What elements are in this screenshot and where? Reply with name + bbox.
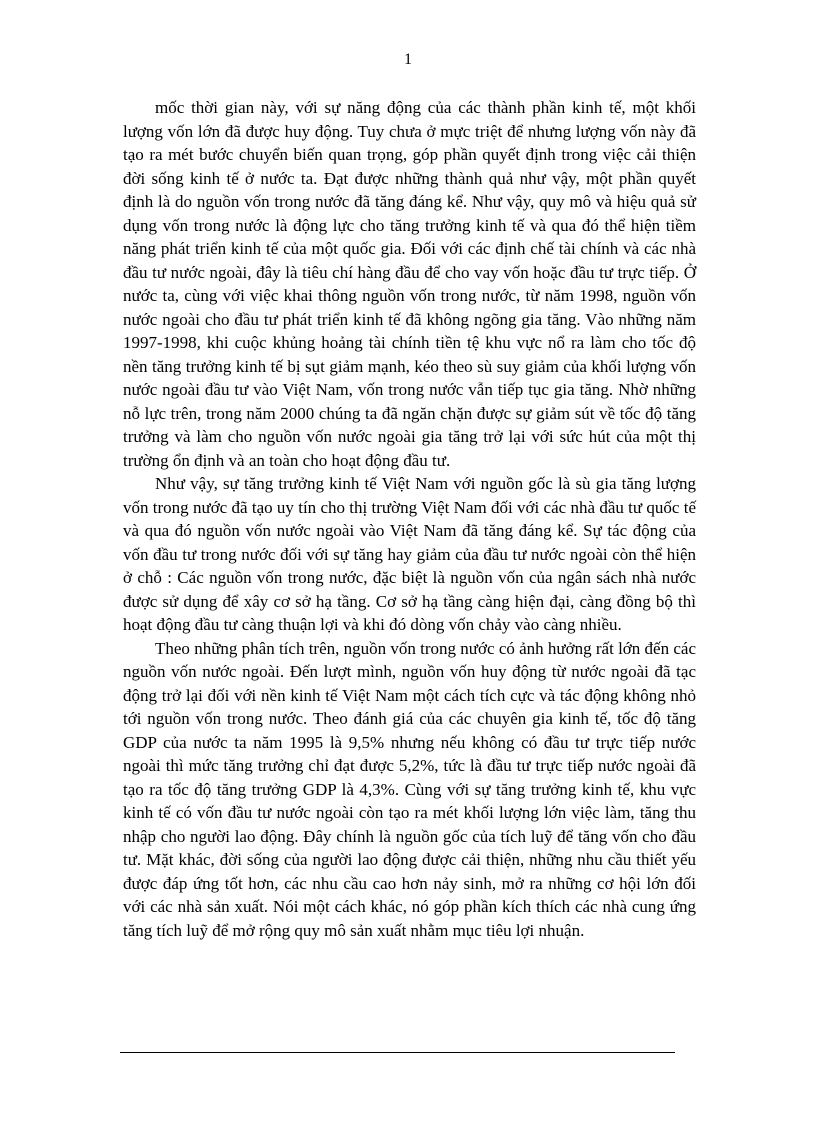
paragraph-3: Theo những phân tích trên, nguồn vốn trong nước có ảnh hưởng rất lớn đến các nguồn vốn nước ngoài. Đến lượt mình, nguồn vốn huy động từ nước ngoài đã tạc động trở lại đối với nền kinh tế Việt Nam một cách tích cực và tác động không nhỏ tới nguồn vốn trong nước. Theo đánh giá của các chuyên gia kinh tế, tốc độ tăng GDP của nước ta năm 1995 là 9,5% nhưng nếu không có đầu tư trực tiếp nước ngoài thì mức tăng trưởng chỉ đạt được 5,2%, tức là đầu tư trực tiếp nước ngoài đã tạo ra tốc độ tăng trưởng GDP là 4,3%. Cùng với sự tăng trưởng kinh tế, khu vực kinh tế có vốn đầu tư nước ngoài còn tạo ra mét khối lượng lớn việc làm, tăng thu nhập cho người lao động. Đây chính là nguồn gốc của tích luỹ để tăng vốn cho đầu tư. Mặt khác, đời sống của người lao động được cải thiện, những nhu cầu thiết yếu được đáp ứng tốt hơn, các nhu cầu cao hơn nảy sinh, mở ra những cơ hội lớn đối với các nhà sản xuất. Nói một cách khác, nó góp phần kích thích các nhà cung ứng tăng tích luỹ để mở rộng quy mô sản xuất nhằm mục tiêu lợi nhuận. bbox=[123, 638, 696, 940]
page-number: 1 bbox=[404, 51, 412, 68]
paragraph-1: mốc thời gian này, với sự năng động của các thành phần kinh tế, một khối lượng vốn lớn đã được huy động. Tuy chưa ở mực triệt để nhưng lượng vốn này đã tạo ra mét bước chuyển biến quan trọng, góp phần quyết định trong việc cải thiện đời sống kinh tế ở nước ta. Đạt được những thành quả như vậy, một phần quyết định là do nguồn vốn trong nước đã tăng đáng kể. Như vậy, quy mô và hiệu quả sử dụng vốn trong nước là động lực cho tăng trưởng kinh tế và qua đó thể hiện tiềm năng phát triển kinh tế của một quốc gia. Đối với các định chế tài chính và các nhà đầu tư nước ngoài, đây là tiêu chí hàng đầu để cho vay vốn hoặc đầu tư trực tiếp. Ở nước ta, cùng với việc khai thông nguồn vốn trong nước, từ năm 1998, nguồn vốn nước ngoài cho đầu tư phát triển kinh tế đã không ngõng gia tăng. Vào những năm 1997-1998, khi cuộc khủng hoảng tài chính tiền tệ khu vực nổ ra làm cho tốc độ nền tăng trưởng kinh tế bị sụt giảm mạnh, kéo theo sù suy giảm của khối lượng vốn nước ngoài đầu tư vào Việt Nam, vốn trong nước vẫn tiếp tục gia tăng. Nhờ những nỗ lực trên, trong năm 2000 chúng ta đã ngăn chặn được sự giảm sút về tốc độ tăng trưởng và làm cho nguồn vốn nước ngoài gia tăng trở lại với sức hút của một thị trường ổn định và an toàn cho hoạt động đầu tư. bbox=[123, 98, 696, 470]
paragraph-2: Như vậy, sự tăng trưởng kinh tế Việt Nam với nguồn gốc là sù gia tăng lượng vốn trong nước đã tạo uy tín cho thị trường Việt Nam đối với các nhà đầu tư quốc tế và qua đó nguồn vốn nước ngoài vào Việt Nam đã tăng đáng kể. Sự tác động của vốn đầu tư trong nước đối với sự tăng hay giảm của đầu tư nước ngoài còn thể hiện ở chỗ : Các nguồn vốn trong nước, đặc biệt là nguồn vốn của ngân sách nhà nước được sử dụng để xây cơ sở hạ tầng. Cơ sở hạ tầng càng hiện đại, càng đồng bộ thì hoạt động đầu tư càng thuận lợi và khi đó dòng vốn chảy vào càng nhiều. bbox=[123, 474, 696, 634]
footer-divider bbox=[120, 1052, 675, 1053]
document-body bbox=[123, 96, 696, 942]
